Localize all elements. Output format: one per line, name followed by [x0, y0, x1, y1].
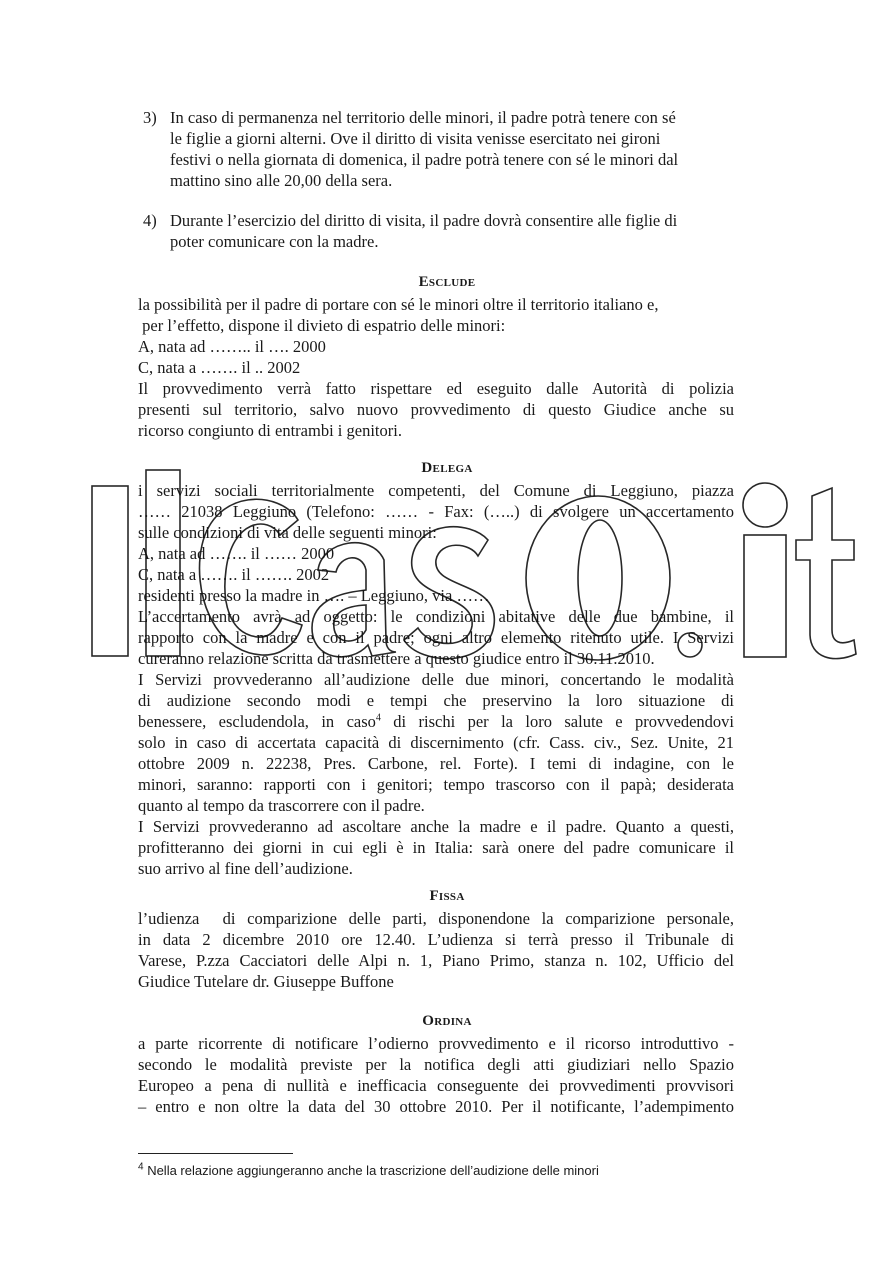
watermark-letter-I [92, 486, 128, 656]
text-line: Durante l’esercizio del diritto di visita, il padre dovrà consentire alle figlie di [170, 211, 678, 230]
text-line: A, nata ad ……. il …… 2000 [138, 544, 335, 563]
text-line: rapporto con la madre e con il padre; ogni altro elemento ritenuto utile. I Servizi [138, 628, 734, 647]
section-heading-ordina: Ordina [422, 1013, 472, 1029]
text-line: sulle condizioni di vita delle seguenti minori: [138, 523, 437, 542]
text-line: C, nata a ……. il .. 2002 [138, 358, 301, 377]
footnote [138, 1163, 599, 1179]
text-line: la possibilità per il padre di portare con sé le minori oltre il territorio italiano e, [138, 295, 659, 314]
text-line: ricorso congiunto di entrambi i genitori. [138, 421, 402, 440]
text-line: minori, saranno: rapporti con i genitori; tempo trascorso con il papà; desiderata [138, 775, 734, 794]
text-line: – entro e non oltre la data del 30 ottobre 2010. Per il notificante, l’adempimento [138, 1097, 734, 1116]
text-line: le figlie a giorni alterni. Ove il diritto di visita venisse esercitato nei gironi [170, 129, 661, 148]
section-esclude-body [138, 294, 734, 441]
text-line: In caso di permanenza nel territorio delle minori, il padre potrà tenere con sé [170, 108, 676, 127]
footnote-text: Nella relazione aggiungeranno anche la trascrizione dell’audizione delle minori [147, 1163, 599, 1178]
watermark-letter-t [796, 488, 856, 659]
footnote-reference: 4 [375, 712, 381, 724]
text-line: in data 2 dicembre 2010 ore 12.40. L’udienza si terrà presso il Tribunale di [138, 930, 734, 949]
section-delega-body [138, 480, 734, 879]
text-line: l’udienza di comparizione delle parti, disponendone la comparizione personale, [138, 909, 734, 928]
section-ordina-body [138, 1033, 734, 1117]
text-line: …… 21038 Leggiuno (Telefono: …… - Fax: (…..) di svolgere un accertamento [138, 502, 734, 521]
text-line: profitteranno dei giorni in cui egli è in Italia: sarà onere del padre comunicare il [138, 838, 734, 857]
watermark-letter-i [744, 535, 786, 657]
text-line: festivi o nella giornata di domenica, il padre potrà tenere con sé le minori dal [170, 150, 679, 169]
text-line: A, nata ad …….. il …. 2000 [138, 337, 326, 356]
text-line: mattino sino alle 20,00 della sera. [170, 171, 393, 190]
text-line: L’accertamento avrà ad oggetto: le condizioni abitative delle due bambine, il [138, 607, 734, 626]
text-line: secondo le modalità previste per la notifica degli atti giudiziari nello Spazio [138, 1055, 734, 1074]
text-line: suo arrivo al fine dell’audizione. [138, 859, 353, 878]
text-line: I Servizi provvederanno ad ascoltare anche la madre e il padre. Quanto a questi, [138, 817, 734, 836]
footnote-number: 4 [138, 1161, 144, 1173]
list-number: 4) [143, 211, 157, 230]
text-line: poter comunicare con la madre. [170, 232, 379, 251]
section-heading-fissa: Fissa [429, 888, 465, 904]
section-heading-delega: Delega [421, 460, 473, 476]
text-line: solo in caso di accertata capacità di discernimento (cfr. Cass. civ., Sez. Unite, 21 [138, 733, 734, 752]
section-fissa-body [138, 908, 734, 992]
text-line: Europeo a pena di nullità e inefficacia conseguente dei provvedimenti provvisori [138, 1076, 734, 1095]
text-line: per l’effetto, dispone il divieto di espatrio delle minori: [138, 316, 506, 335]
text-line: a parte ricorrente di notificare l’odierno provvedimento e il ricorso introduttivo - [138, 1034, 734, 1053]
text-line: quanto al tempo da trascorrere con il padre. [138, 796, 425, 815]
text-fragment: di rischi per la loro salute e provvedendovi [380, 712, 734, 731]
text-line: Giudice Tutelare dr. Giuseppe Buffone [138, 972, 394, 991]
text-line: di audizione secondo modi e tempi che preservino la loro situazione di [138, 691, 734, 710]
watermark-i-dot [743, 483, 787, 527]
section-heading-esclude: Esclude [418, 274, 476, 290]
text-line: presenti sul territorio, salvo nuovo provvedimento di questo Giudice anche su [138, 400, 734, 419]
text-line: C, nata a ……. il ……. 2002 [138, 565, 330, 584]
footnote-separator [138, 1153, 293, 1154]
text-fragment: benessere, escludendola, in caso [138, 712, 376, 731]
text-line: cureranno relazione scritta da trasmettere a questo giudice entro il 30.11.2010. [138, 649, 655, 668]
text-line: i servizi sociali territorialmente competenti, del Comune di Leggiuno, piazza [138, 481, 734, 500]
text-line: ottobre 2009 n. 22238, Pres. Carbone, rel. Forte). I temi di indagine, con le [138, 754, 734, 773]
text-line: Il provvedimento verrà fatto rispettare ed eseguito dalle Autorità di polizia [138, 379, 734, 398]
text-line [138, 711, 734, 732]
text-line: Varese, P.zza Cacciatori delle Alpi n. 1, Piano Primo, stanza n. 102, Ufficio del [138, 951, 734, 970]
list-number: 3) [143, 108, 157, 127]
list-item-4 [143, 210, 735, 252]
text-line: I Servizi provvederanno all’audizione delle due minori, concertando le modalità [138, 670, 734, 689]
text-line: residenti presso la madre in …. – Leggiuno, via …… [138, 586, 490, 605]
list-item-3 [143, 107, 735, 191]
